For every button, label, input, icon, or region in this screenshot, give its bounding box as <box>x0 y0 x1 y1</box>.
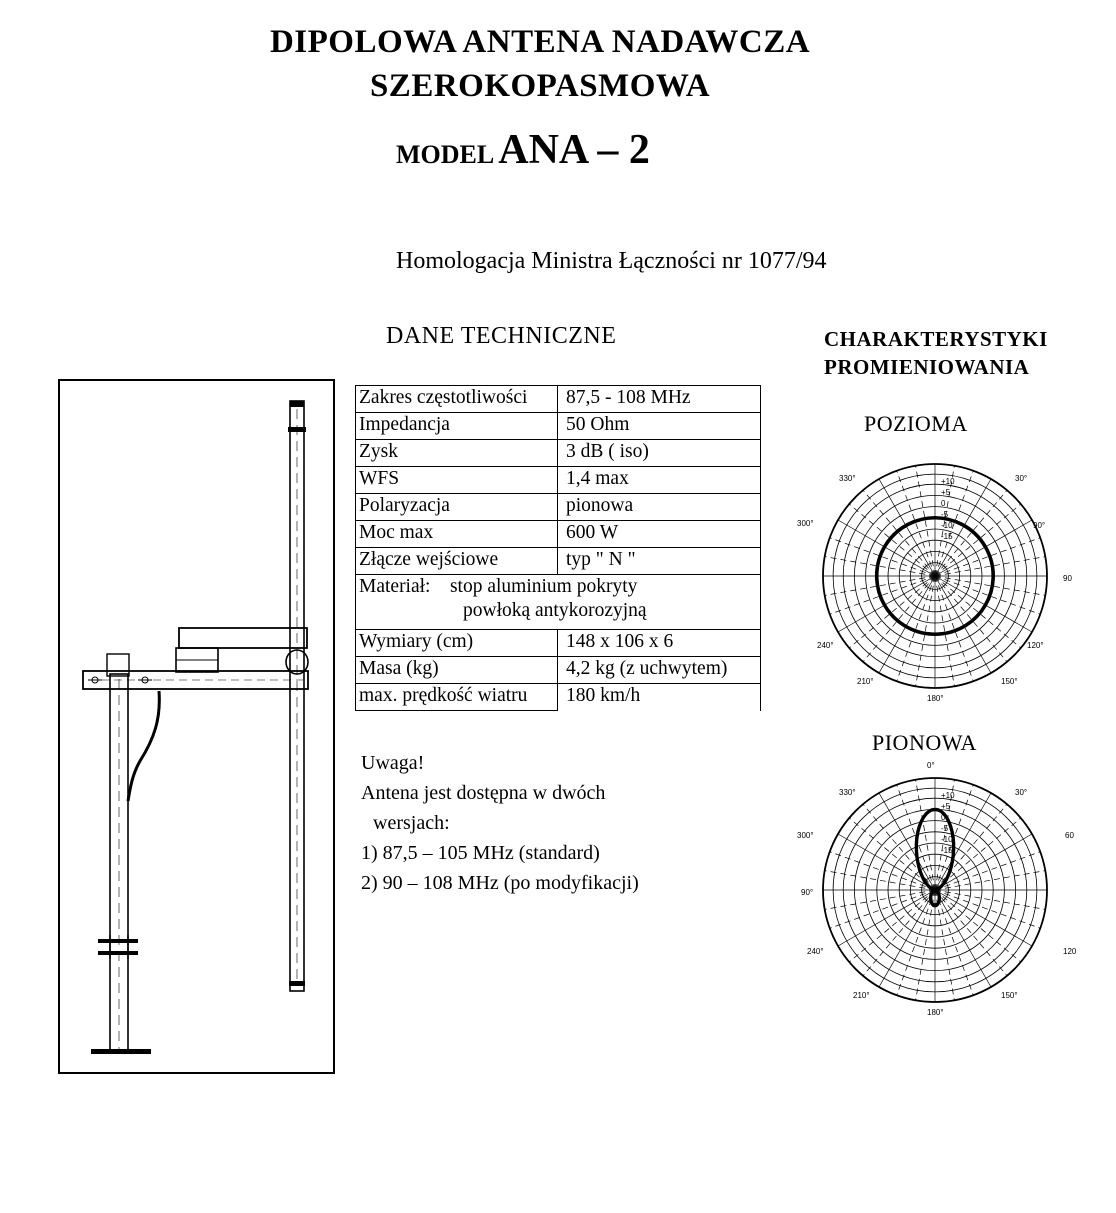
spec-value-line1: stop aluminium pokryty <box>449 576 638 597</box>
spec-value: 87,5 - 108 MHz <box>558 386 761 413</box>
angle-label: 30° <box>1015 474 1028 483</box>
angle-label: 180° <box>927 1008 944 1017</box>
note-item: 1) 87,5 – 105 MHz (standard) <box>361 842 600 864</box>
model-prefix: MODEL <box>396 140 495 169</box>
note-block <box>361 748 639 898</box>
spec-value: pionowa <box>558 494 761 521</box>
grid-spoke <box>935 890 1021 962</box>
spec-value: 1,4 max <box>558 467 761 494</box>
angle-label: 30° <box>1015 788 1028 797</box>
angle-label: 210° <box>853 991 870 1000</box>
grid-spoke <box>935 890 1007 976</box>
ring-value-label: +10 <box>941 477 955 487</box>
spec-label: Złącze wejściowe <box>356 548 558 575</box>
note-heading: Uwaga! <box>361 752 425 774</box>
grid-spoke <box>879 479 935 576</box>
spec-value: 50 Ohm <box>558 413 761 440</box>
angle-label: 240° <box>817 641 834 650</box>
angle-label: 60 <box>1065 831 1074 840</box>
spec-value: 148 x 106 x 6 <box>558 630 761 657</box>
ring-value-label: -15 <box>941 532 953 542</box>
ring-value-label: 0 <box>941 813 946 823</box>
grid-spoke <box>849 890 935 962</box>
angle-label: 150° <box>1001 677 1018 686</box>
spec-row-gain <box>356 440 761 467</box>
model-heading <box>396 126 650 174</box>
spec-row-material <box>356 575 761 630</box>
grid-spoke <box>879 576 935 673</box>
ring-value-label: -5 <box>941 824 949 834</box>
angle-label: 240° <box>807 947 824 956</box>
angle-label: 330° <box>839 788 856 797</box>
spec-label: Polaryzacja <box>356 494 558 521</box>
angle-label: 0° <box>927 761 935 770</box>
angle-label: 150° <box>1001 991 1018 1000</box>
note-line: wersjach: <box>373 812 450 834</box>
document-title-line2: SZEROKOPASMOWA <box>369 68 711 104</box>
angle-label: 300° <box>797 519 814 528</box>
angle-label: 90° <box>1033 521 1046 530</box>
specs-table <box>355 385 761 711</box>
grid-spoke <box>849 504 935 576</box>
ring-value-label: +5 <box>941 488 951 498</box>
ring-value-label: +10 <box>941 791 955 801</box>
spec-value: typ " N " <box>558 548 761 575</box>
note-item: 2) 90 – 108 MHz (po modyfikacji) <box>361 872 639 894</box>
grid-spoke <box>863 490 935 576</box>
angle-label: 120 <box>1063 947 1077 956</box>
grid-spoke <box>838 834 935 890</box>
grid-spoke <box>935 576 1021 648</box>
spec-label: Wymiary (cm) <box>356 630 558 657</box>
charts-heading-line1: CHARAKTERYSTYKI <box>824 327 1048 351</box>
antenna-drawing <box>58 379 336 1075</box>
grid-spoke <box>849 576 935 648</box>
spec-row-impedance <box>356 413 761 440</box>
ring-value-label: -5 <box>941 510 949 520</box>
grid-spoke <box>935 890 1032 946</box>
grid-spoke <box>863 576 935 662</box>
horizontal-pattern-label: POZIOMA <box>864 411 968 436</box>
spec-value: 3 dB ( iso) <box>558 440 761 467</box>
grid-spoke <box>935 576 1032 632</box>
grid-spoke <box>838 890 935 946</box>
spec-value: 4,2 kg (z uchwytem) <box>558 657 761 684</box>
angle-label: 180° <box>927 694 944 703</box>
angle-label: 210° <box>857 677 874 686</box>
vertical-radiation-pattern <box>795 762 1075 1032</box>
angle-label: 330° <box>839 474 856 483</box>
specs-heading: DANE TECHNICZNE <box>386 323 617 349</box>
angle-label: 90° <box>801 888 814 897</box>
ring-value-label: -10 <box>941 521 953 531</box>
spec-row-wind <box>356 684 761 711</box>
charts-heading-line2: PROMIENIOWANIA <box>824 355 1030 379</box>
document-title-line1: DIPOLOWA ANTENA NADAWCZA <box>269 24 811 60</box>
spec-label: Zakres częstotliwości <box>356 386 558 413</box>
horizontal-radiation-pattern <box>795 448 1075 718</box>
spec-row-vswr <box>356 467 761 494</box>
spec-row-frequency <box>356 386 761 413</box>
grid-spoke <box>838 576 935 632</box>
grid-spoke <box>935 576 991 673</box>
spec-row-connector <box>356 548 761 575</box>
ring-value-label: 0 <box>941 499 946 509</box>
spec-value-line2: powłoką antykorozyjną <box>463 600 647 621</box>
ring-value-label: -15 <box>941 846 953 856</box>
grid-spoke <box>879 793 935 890</box>
spec-label: Impedancja <box>356 413 558 440</box>
spec-row-polarization <box>356 494 761 521</box>
angle-label: 120° <box>1027 641 1044 650</box>
grid-spoke <box>863 890 935 976</box>
model-name: ANA – 2 <box>498 127 650 173</box>
spec-label: max. prędkość wiatru <box>356 684 558 711</box>
spec-row-mass <box>356 657 761 684</box>
note-line: Antena jest dostępna w dwóch <box>361 782 606 804</box>
spec-label: WFS <box>356 467 558 494</box>
spec-material-cell <box>356 575 761 630</box>
spec-row-dimensions <box>356 630 761 657</box>
ring-value-label: -10 <box>941 835 953 845</box>
grid-spoke <box>935 576 1007 662</box>
grid-spoke <box>838 520 935 576</box>
spec-label: Materiał: <box>359 576 431 597</box>
spec-label: Zysk <box>356 440 558 467</box>
spec-label: Moc max <box>356 521 558 548</box>
spec-value: 600 W <box>558 521 761 548</box>
grid-spoke <box>935 890 991 987</box>
charts-heading <box>824 325 1048 381</box>
spec-row-power <box>356 521 761 548</box>
spec-value: 180 km/h <box>558 684 761 711</box>
grid-spoke <box>879 890 935 987</box>
ring-value-label: +5 <box>941 802 951 812</box>
vertical-pattern-label: PIONOWA <box>872 730 977 755</box>
angle-label: 90 <box>1063 574 1072 583</box>
spec-label: Masa (kg) <box>356 657 558 684</box>
angle-label: 300° <box>797 831 814 840</box>
homologation-text: Homologacja Ministra Łączności nr 1077/94 <box>396 248 827 274</box>
